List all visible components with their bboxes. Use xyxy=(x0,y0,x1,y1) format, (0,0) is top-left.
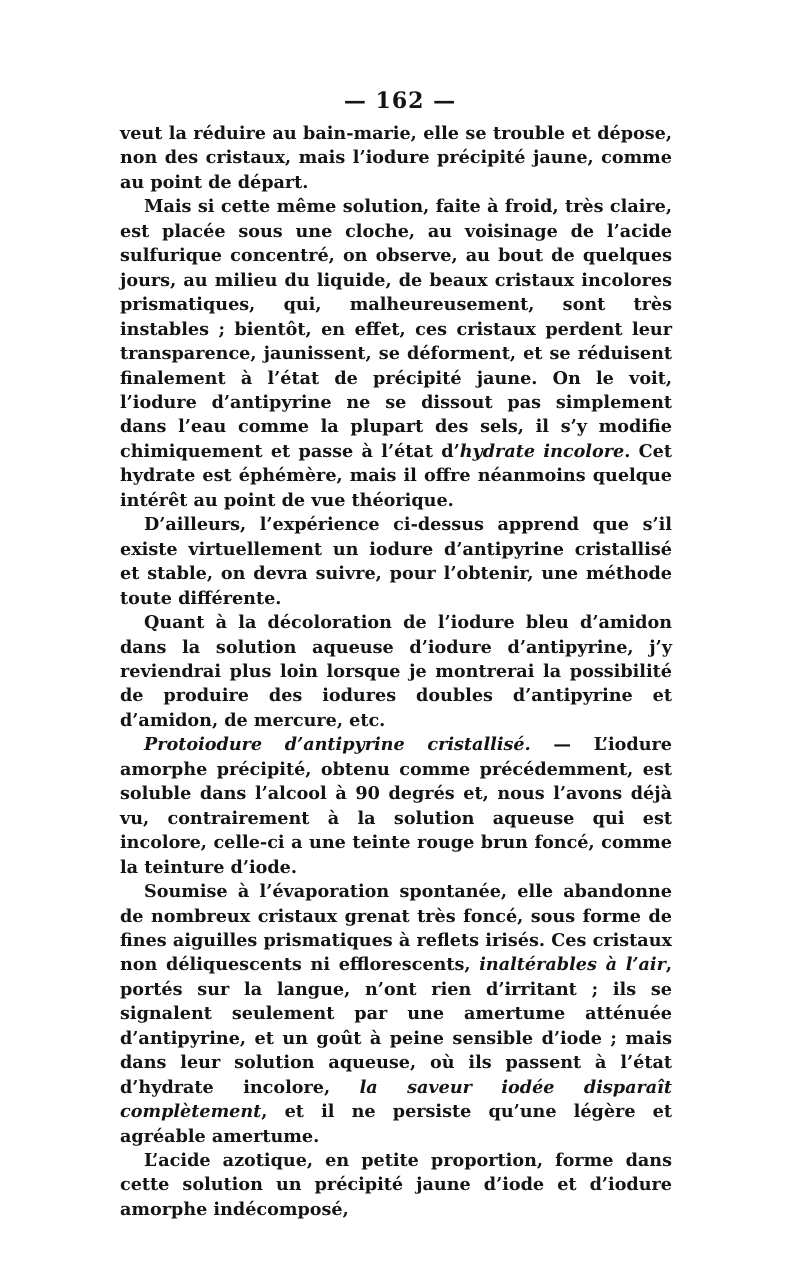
paragraph xyxy=(120,880,672,1149)
paragraph: veut la réduire au bain-marie, elle se trouble et dépose, non des cristaux, mais l’iodure précipité jaune, comme au point de départ. xyxy=(120,123,672,193)
paragraph xyxy=(120,195,672,513)
emphasis: la saveur iodée disparaît complètement xyxy=(120,1076,672,1123)
emphasis: inaltérables à l’air xyxy=(479,954,666,976)
body-text xyxy=(120,122,672,1222)
text-run: — L’iodure amorphe précipité, obtenu comme précédemment, est soluble dans l’alcool à 90 degrés et, nous l’avons déjà vu, contrairement à la solution aqueuse qui est incolore, celle-ci a une teinte rouge brun foncé, comme la teinture d’iode. xyxy=(120,734,672,878)
text-run: Mais si cette même solution, faite à froid, très claire, est placée sous une cloche, au voisinage de l’acide sulfurique concentré, on observe, au bout de quelques jours, au milieu du liquide, de beaux cristaux incolores prismatiques, qui, malheureusement, sont très instables ; bientôt, en effet, ces cristaux perdent leur transparence, jaunissent, se déforment, et se réduisent finalement à l’état de précipité jaune. On le voit, l’iodure d’antipyrine ne se dissout pas simplement dans l’eau comme la plupart des sels, il s’y modifie chimiquement et passe à l’état d’ xyxy=(120,196,672,462)
text-run: . Cet hydrate est éphémère, mais il offre néanmoins quelque intérêt au point de vue théorique. xyxy=(120,440,672,511)
paragraph xyxy=(120,733,672,880)
section-heading: Protoiodure d’antipyrine cristallisé. xyxy=(144,734,531,756)
paragraph: D’ailleurs, l’expérience ci-dessus apprend que s’il existe virtuellement un iodure d’antipyrine cristallisé et stable, on devra suivre, pour l’obtenir, une méthode toute différente. xyxy=(120,514,672,609)
emphasis: hydrate incolore xyxy=(459,440,625,462)
paragraph: Quant à la décoloration de l’iodure bleu d’amidon dans la solution aqueuse d’iodure d’antipyrine, j’y reviendrai plus loin lorsque je montrerai la possibilité de produire des iodures doubles d’antipyrine et d’amidon, de mercure, etc. xyxy=(120,612,672,731)
text-run: Soumise à l’évaporation spontanée, elle abandonne de nombreux cristaux grenat très foncé, sous forme de fines aiguilles prismatiques à reflets irisés. Ces cristaux non déliquescents ni efflorescents, xyxy=(120,881,672,976)
text-run: , et il ne persiste qu’une légère et agréable amertume. xyxy=(120,1101,672,1147)
paragraph: L’acide azotique, en petite proportion, forme dans cette solution un précipité jaune d’iode et d’iodure amorphe indécomposé, xyxy=(120,1150,672,1220)
page-number: — 162 — xyxy=(343,88,457,114)
text-run: , portés sur la langue, n’ont rien d’irritant ; ils se signalent seulement par une amertume atténuée d’antipyrine, et un goût à peine sensible d’iode ; mais dans leur solution aqueuse, où ils passent à l’état d’hydrate incolore, xyxy=(120,954,672,1098)
